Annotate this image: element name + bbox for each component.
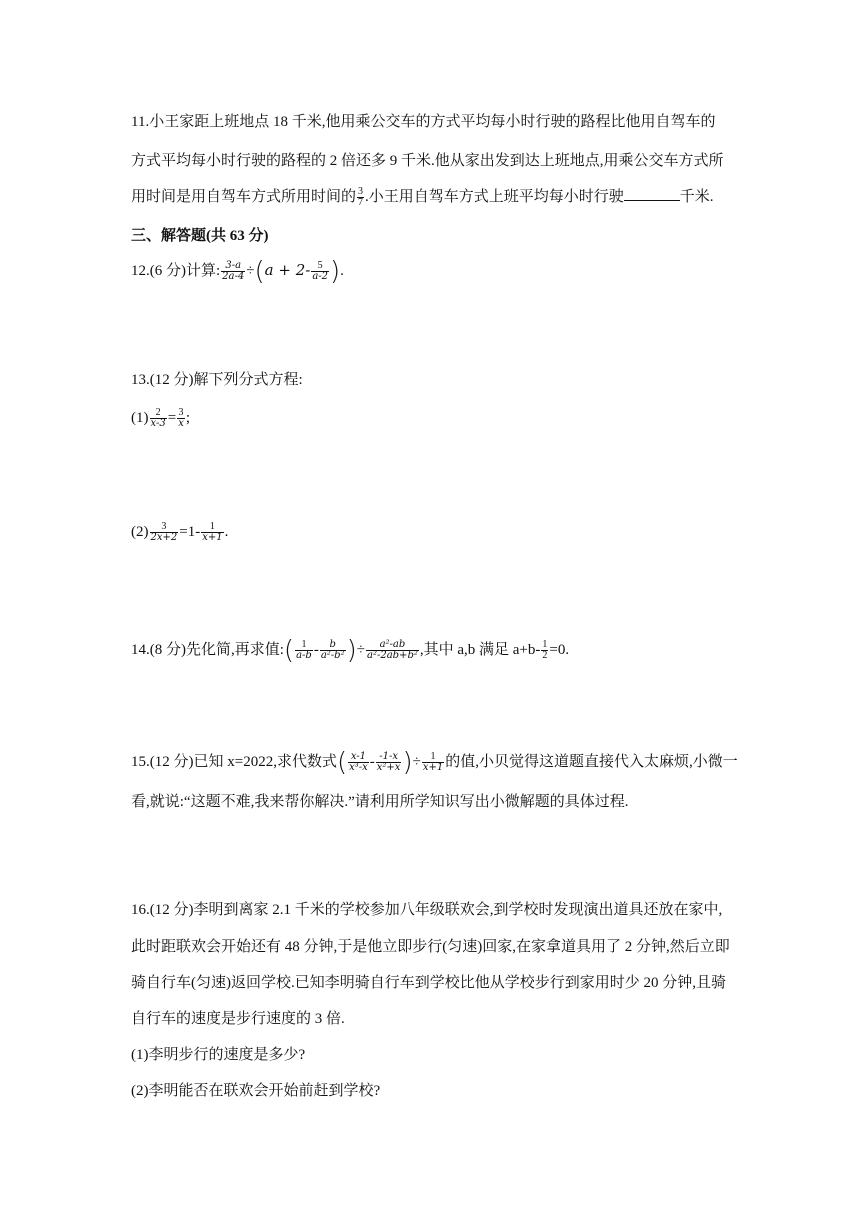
q13-title: 13.(12 分)解下列分式方程: <box>131 372 303 388</box>
q13-p1-fraction-2-den: x <box>178 418 184 430</box>
q15-paren-right: ) <box>402 747 413 778</box>
q13-p1-fraction-1-den: x-3 <box>150 418 166 430</box>
q13-p1-fraction-2 <box>177 408 185 429</box>
q12-fraction-2-den: a-2 <box>312 271 329 283</box>
q14-fraction-1-den: a-b <box>296 650 312 662</box>
q15-paren-left: ( <box>336 747 348 778</box>
q13-p1-eq: = <box>167 410 177 426</box>
q12-fraction-1-den: 2a-4 <box>222 271 245 283</box>
q15-prefix: 15.(12 分)已知 x=2022,求代数式 <box>131 754 337 770</box>
q14-fraction-3-num: a²-ab <box>366 640 419 651</box>
q13-p2-label: (2) <box>131 524 149 540</box>
q13-p1-fraction-1-num: 2 <box>150 408 167 419</box>
q11-fraction-den: 7 <box>358 197 364 209</box>
q15-fraction-2-den: x²+x <box>376 762 401 774</box>
q13-p2-fraction-1 <box>150 522 179 543</box>
q11-line-1: 11.小王家距上班地点 18 千米,他用乘公交车的方式平均每小时行驶的路程比他用自驾车的 <box>131 114 716 130</box>
q14-fraction-3-den: a²-2ab+b² <box>366 650 418 662</box>
q15-line-2: 看,就说:“这题不难,我来帮你解决.”请利用所学知识写出小微解题的具体过程. <box>131 794 629 810</box>
q13-p2-fraction-2-den: x+1 <box>202 532 223 544</box>
q15-fraction-3-den: x+1 <box>422 762 444 774</box>
q14-fraction-2 <box>320 640 346 661</box>
q14-fraction-2-num: b <box>320 640 346 651</box>
q13-p2-fraction-2 <box>201 522 223 543</box>
q13-p2-fraction-2-num: 1 <box>201 522 223 533</box>
q14-fraction-4 <box>541 640 548 661</box>
q16-line-1: 16.(12 分)李明到离家 2.1 千米的学校参加八年级联欢会,到学校时发现演出道具还放在家中, <box>131 902 723 918</box>
q13-p2-fraction-1-den: 2x+2 <box>150 532 178 544</box>
q13-part-1 <box>131 408 190 429</box>
q15-op: ÷ <box>412 754 421 770</box>
q11-fraction <box>357 187 364 208</box>
q12-paren-right: ) <box>330 256 341 287</box>
q12-fraction-1-num: 3-a <box>221 261 245 272</box>
q14-end: =0. <box>549 642 570 658</box>
section-3-title: 三、解答题(共 63 分) <box>131 228 269 244</box>
q12-paren-left: ( <box>254 256 265 287</box>
q15-fraction-1-den: x³-x <box>349 762 368 774</box>
q13-p2-fraction-1-num: 3 <box>150 522 179 533</box>
q13-part-2 <box>131 522 228 543</box>
q14-paren-right: ) <box>346 635 357 666</box>
q12-line <box>131 256 344 287</box>
q14-line <box>131 635 570 666</box>
q14-fraction-1 <box>295 640 313 661</box>
q13-p2-end: . <box>224 524 229 540</box>
q11-line-3-text-b: .小王用自驾车方式上班平均每小时行驶 <box>365 189 624 205</box>
q14-fraction-4-den: 2 <box>542 650 548 662</box>
q13-p2-eq: =1- <box>179 524 201 540</box>
q15-fraction-3 <box>422 752 444 773</box>
q16-line-3: 骑自行车(匀速)返回学校.已知李明骑自行车到学校比他从学校步行到家用时少 20 分钟,且骑 <box>131 975 726 991</box>
q13-p1-end: ; <box>185 410 190 426</box>
q12-end: . <box>340 263 344 279</box>
q12-fraction-2-num: 5 <box>311 261 329 272</box>
q12-inner-a: a + 2- <box>264 261 311 279</box>
q13-p1-fraction-2-num: 3 <box>178 407 184 419</box>
q14-prefix: 14.(8 分)先化简,再求值: <box>131 642 284 658</box>
q11-line-3-text-c: 千米. <box>679 189 714 205</box>
q14-fraction-3 <box>366 640 419 661</box>
q15-fraction-2-num: -1-x <box>376 752 402 763</box>
q11-line-2: 方式平均每小时行驶的路程的 2 倍还多 9 千米.他从家出发到达上班地点,用乘公交车方式所 <box>131 153 724 169</box>
q14-op: ÷ <box>356 642 365 658</box>
q16-line-2: 此时距联欢会开始还有 48 分钟,于是他立即步行(匀速)回家,在家拿道具用了 2 分钟,然后立即 <box>131 939 730 955</box>
q15-fraction-3-num: 1 <box>422 752 444 763</box>
q12-fraction-2 <box>311 261 329 282</box>
q11-line-3-text-a: 用时间是用自驾车方式所用时间的 <box>131 189 357 205</box>
q12-op: ÷ <box>246 263 255 279</box>
q15-line-1 <box>131 747 738 778</box>
q14-mid: ,其中 a,b 满足 a+b- <box>419 642 541 658</box>
q15-fraction-1 <box>348 752 369 773</box>
q14-fraction-2-den: a²-b² <box>320 650 345 662</box>
q14-minus: - <box>313 642 319 658</box>
q11-line-3 <box>131 186 714 208</box>
q16-line-4: 自行车的速度是步行速度的 3 倍. <box>131 1011 345 1027</box>
q15-rest: 的值,小贝觉得这道题直接代入太麻烦,小微一 <box>445 754 738 770</box>
q14-paren-left: ( <box>283 635 295 666</box>
q11-fraction-num: 3 <box>358 186 364 198</box>
q13-p1-fraction-1 <box>150 408 167 429</box>
q15-fraction-1-num: x-1 <box>348 752 369 763</box>
q13-p1-label: (1) <box>131 410 149 426</box>
q14-fraction-4-num: 1 <box>542 639 548 651</box>
q14-fraction-1-num: 1 <box>295 640 313 651</box>
q12-prefix: 12.(6 分)计算: <box>131 263 221 279</box>
q15-fraction-2 <box>376 752 402 773</box>
q11-answer-blank[interactable] <box>624 186 680 201</box>
q12-fraction-1 <box>221 261 245 282</box>
q16-sub-1: (1)李明步行的速度是多少? <box>131 1047 306 1063</box>
q15-minus: - <box>369 754 375 770</box>
q16-sub-2: (2)李明能否在联欢会开始前赶到学校? <box>131 1083 381 1099</box>
